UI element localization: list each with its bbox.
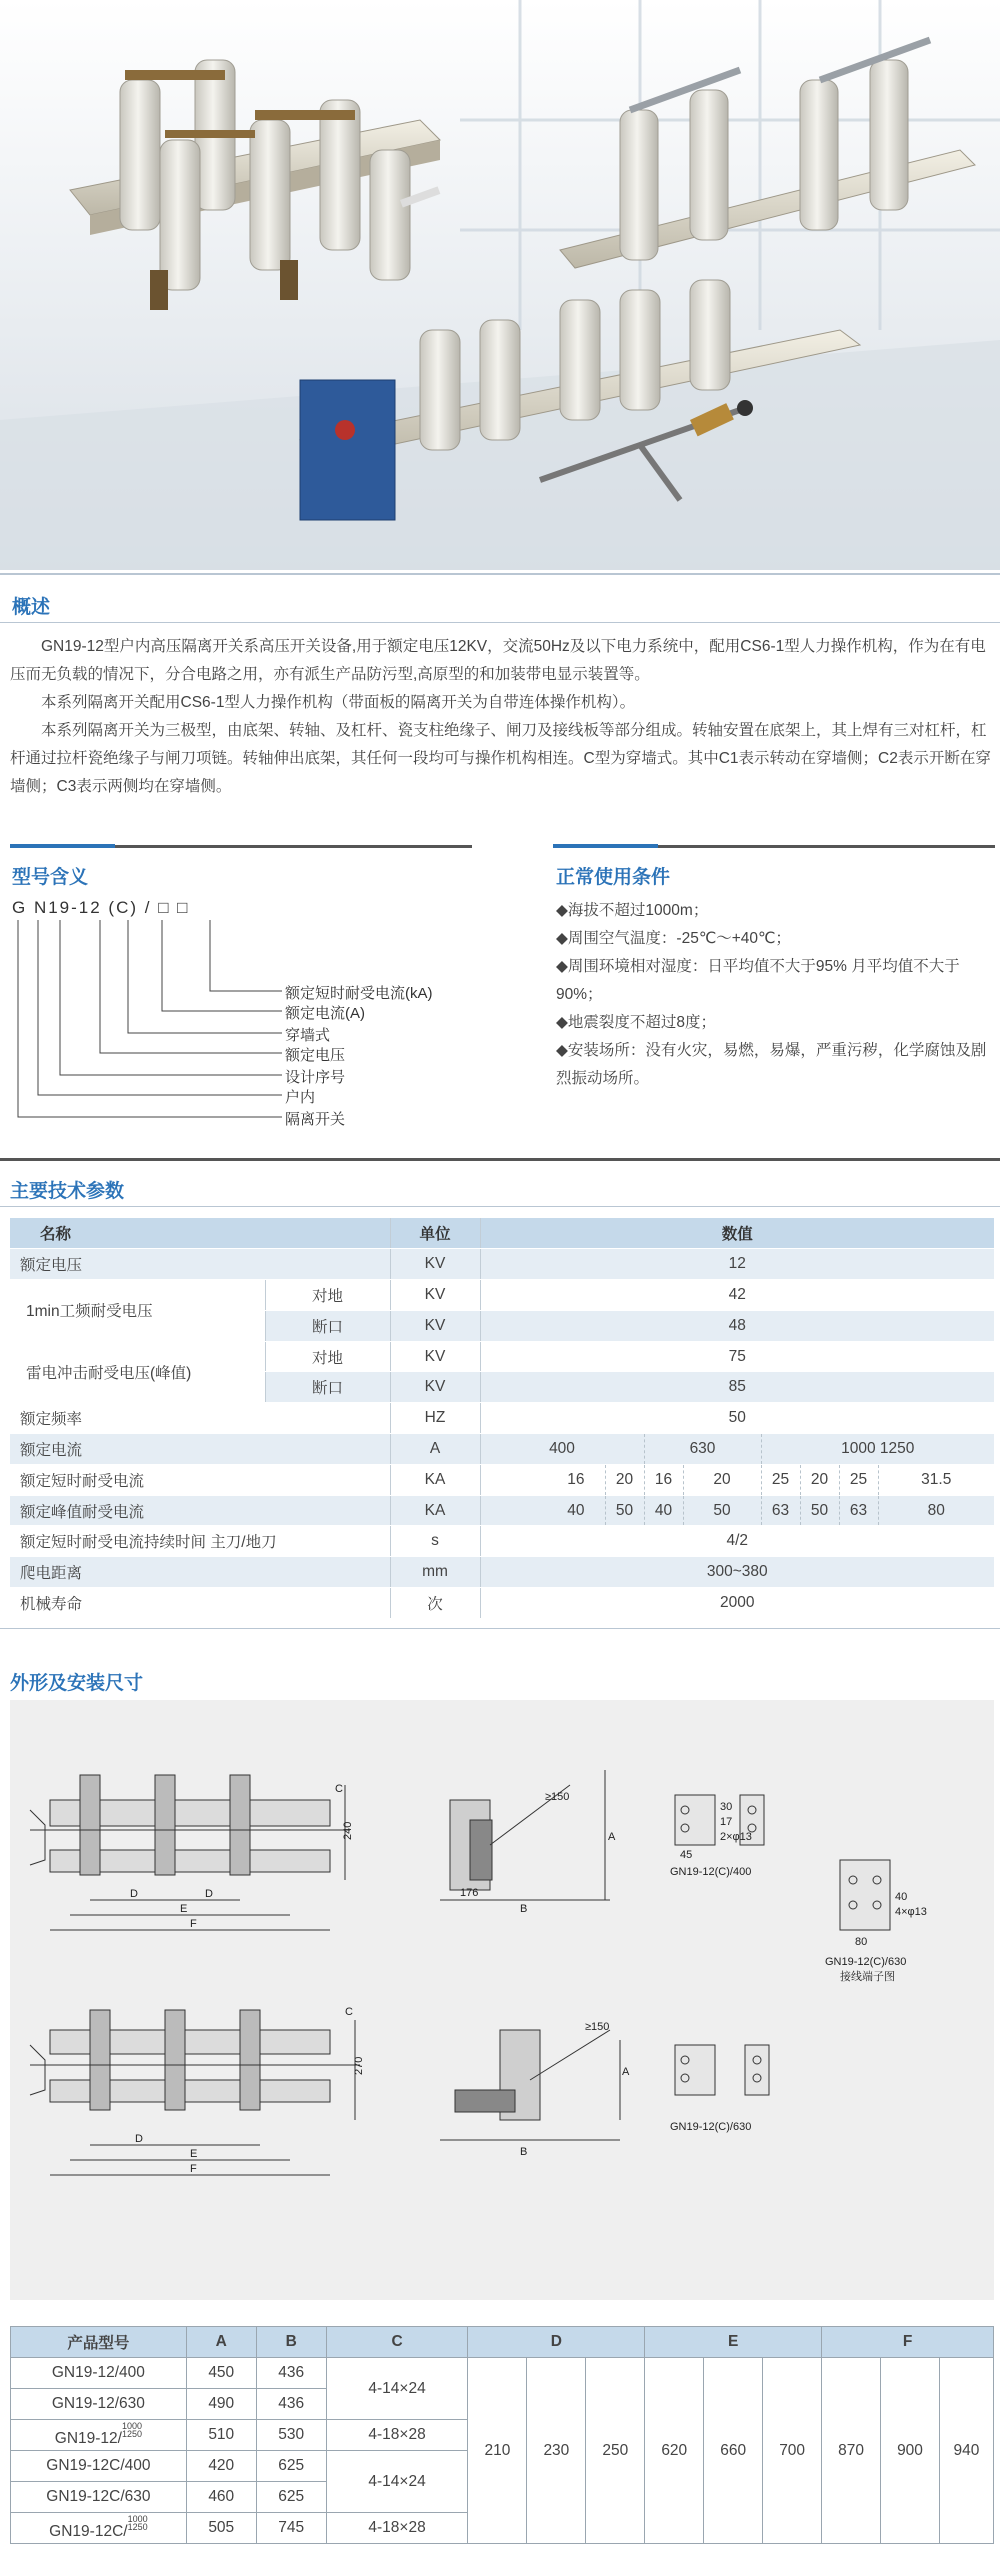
label-c-2: C (345, 2006, 353, 2018)
outline-heading (10, 1668, 143, 1695)
label-17: 17 (720, 1816, 733, 1828)
condition-temperature: ◆周围空气温度：-25℃～+40℃； (556, 930, 791, 947)
overview-paragraph-3: 本系列隔离开关为三极型，由底架、转轴、及杠杆、瓷支柱绝缘子、闸刀及接线板等部分组成。转轴安置在底架上，其上焊有三对杠杆，杠杆通过拉杆瓷绝缘子与闸刀项链。转轴伸出底架，其任何一段均可与操作机构相连。C型为穿墙式。其中C1表示转动在穿墙侧；C2表示开断在穿墙侧；C3表示两侧均在穿墙侧。 (10, 722, 991, 795)
condition-altitude: ◆海拔不超过1000m； (556, 902, 709, 919)
legend-item-indoor: 户内 (285, 1089, 316, 1106)
table-row: 雷电冲击耐受电压(峰值) 对地 KV 75 (10, 1341, 994, 1372)
table-row: 额定短时耐受电流 KA 16 20 16 20 25 20 25 31.5 (10, 1464, 994, 1495)
label-4phi13: 4×φ13 (895, 1906, 927, 1918)
label-a: A (608, 1831, 616, 1843)
tech-title: 主要技术参数 (10, 1181, 125, 1202)
label-2phi13: 2×φ13 (720, 1831, 752, 1843)
label-c: C (335, 1783, 343, 1795)
label-30: 30 (720, 1801, 733, 1813)
condition-seismic: ◆地震裂度不超过8度； (556, 1014, 717, 1031)
tech-heading (10, 1176, 124, 1203)
table-row: 机械寿命 次 2000 (10, 1588, 994, 1619)
label-d-3: D (135, 2133, 143, 2145)
caption-terminal: 接线端子图 (840, 1971, 895, 1983)
table-row: GN19-12/630 490 436 (11, 2389, 994, 2420)
switch-illustration (0, 0, 1000, 570)
model-meaning-title: 型号含义 (12, 867, 89, 888)
outline-title: 外形及安装尺寸 (10, 1673, 144, 1694)
table-row: 额定峰值耐受电流 KA 40 50 40 50 63 50 63 80 (10, 1495, 994, 1526)
col-unit: 单位 (390, 1218, 480, 1249)
outline-drawings (10, 1700, 994, 2300)
table-row: 额定频率 HZ 50 (10, 1403, 994, 1434)
caption-630-b: GN19-12(C)/630 (670, 2121, 752, 2133)
overview-paragraph-1: GN19-12型户内高压隔离开关系高压开关设备,用于额定电压12KV，交流50Hz及以下电力系统中，配用CS6-1型人力操作机构，作为在有电压而无负载的情况下，分合电路之用，亦有派生产品防污型,高原型的和加装带电显示装置等。 (10, 638, 986, 683)
table-row: 断口 KV 48 (10, 1310, 994, 1341)
dims-header-row: 产品型号 A B C D E F (11, 2327, 994, 2358)
label-f-2: F (190, 2163, 197, 2175)
caption-400: GN19-12(C)/400 (670, 1866, 752, 1878)
outline-top-rule (0, 1628, 1000, 1629)
label-176: 176 (460, 1887, 479, 1899)
label-e-2: E (190, 2148, 198, 2160)
legend-item-design-number: 设计序号 (285, 1069, 346, 1086)
dimension-table (10, 2326, 994, 2544)
label-r150-2: ≥150 (585, 2021, 610, 2033)
tech-top-rule (0, 1158, 1000, 1161)
label-a-2: A (622, 2066, 630, 2078)
overview-heading (12, 592, 50, 619)
col-name: 名称 (10, 1218, 390, 1249)
model-bracket-lines (0, 915, 300, 1145)
table-row: 断口 KV 85 (10, 1372, 994, 1403)
label-e: E (180, 1903, 188, 1915)
tech-params-table (10, 1218, 994, 1619)
conditions-accent (553, 844, 658, 848)
condition-site: ◆安装场所：没有火灾，易燃，易爆，严重污秽，化学腐蚀及剧烈振动场所。 (556, 1042, 987, 1087)
overview-paragraph-2: 本系列隔离开关配用CS6-1型人力操作机构（带面板的隔离开关为自带连体操作机构）。 (41, 694, 636, 711)
table-row: 额定电流 A 400 630 1000 1250 (10, 1434, 994, 1465)
table-row: 1min工频耐受电压 对地 KV 42 (10, 1280, 994, 1311)
legend-item-short-time-current: 额定短时耐受电流(kA) (285, 985, 433, 1002)
tech-rule (0, 1206, 1000, 1207)
label-r150: ≥150 (545, 1791, 570, 1803)
conditions-heading (556, 862, 670, 889)
table-row: GN19-12/1000 1250 510 530 4-18×28 (11, 2420, 994, 2451)
product-photo (0, 0, 1000, 570)
outline-drawing-panel (10, 1700, 994, 2300)
label-f: F (190, 1918, 197, 1930)
legend-item-rated-voltage: 额定电压 (285, 1047, 346, 1064)
overview-rule (0, 622, 1000, 623)
col-value: 数值 (480, 1218, 994, 1249)
legend-item-wall-type: 穿墙式 (285, 1027, 331, 1044)
label-d-2: D (205, 1888, 213, 1900)
label-d-1: D (130, 1888, 138, 1900)
label-270: 270 (353, 2056, 365, 2075)
label-45: 45 (680, 1849, 693, 1861)
label-b-2: B (520, 2146, 528, 2158)
table-row: 爬电距离 mm 300~380 (10, 1557, 994, 1588)
condition-humidity: ◆周围环境相对湿度：日平均值不大于95% 月平均值不大于90%； (556, 958, 960, 1003)
table-row: GN19-12C/1000 1250 505 745 4-18×28 (11, 2513, 994, 2544)
overview-title: 概述 (12, 597, 51, 618)
legend-item-rated-current: 额定电流(A) (285, 1005, 365, 1022)
label-b: B (520, 1903, 528, 1915)
overview-top-rule (0, 573, 1000, 575)
legend-item-disconnector: 隔离开关 (285, 1111, 346, 1128)
model-code: G N19-12 (C) / □ □ (12, 898, 190, 917)
conditions-title: 正常使用条件 (556, 867, 671, 888)
table-row: GN19-12/400 450 436 4-14×24 210 230 250 620 660 700 870 900 940 (11, 2358, 994, 2389)
table-row: GN19-12C/630 460 625 (11, 2482, 994, 2513)
model-meaning-heading (12, 862, 88, 889)
table-row: 额定电压 KV 12 (10, 1249, 994, 1280)
table-row: 额定短时耐受电流持续时间 主刀/地刀 s 4/2 (10, 1526, 994, 1557)
caption-630: GN19-12(C)/630 (825, 1956, 907, 1968)
label-240: 240 (342, 1821, 354, 1840)
table-row: GN19-12C/400 420 625 4-14×24 (11, 2451, 994, 2482)
label-40: 40 (895, 1891, 908, 1903)
model-meaning-accent (10, 844, 115, 848)
table-header-row (10, 1218, 994, 1249)
label-80: 80 (855, 1936, 868, 1948)
